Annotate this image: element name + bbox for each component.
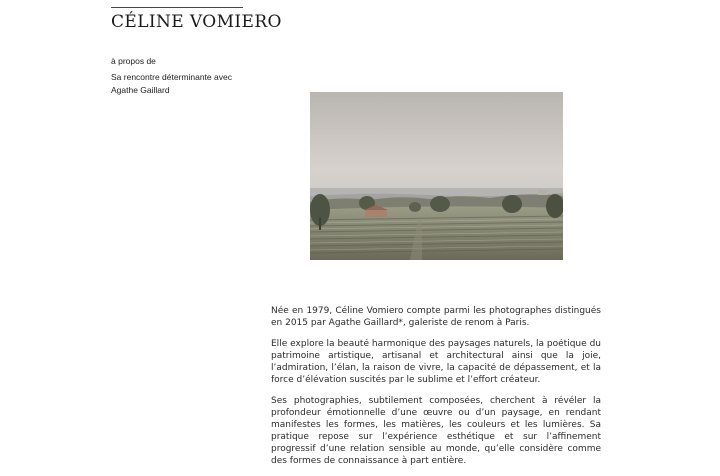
- sidebar-nav: [111, 55, 251, 97]
- site-title[interactable]: CÉLINE VOMIERO: [111, 12, 282, 32]
- paragraph: Née en 1979, Céline Vomiero compte parmi les photographes distingués en 2015 par Agathe Gaillard*, galeriste de renom à Paris.: [271, 306, 601, 328]
- vineyard-photo: [310, 92, 563, 260]
- nav-link-meeting-agathe-gaillard[interactable]: Sa rencontre déterminante avec Agathe Gaillard: [111, 72, 232, 95]
- top-rule: [111, 7, 243, 8]
- nav-link-about[interactable]: à propos de: [111, 56, 156, 66]
- paragraph: Ses photographies, subtilement composées, cherchent à révéler la profondeur émotionnelle d’une œuvre ou d’un paysage, en rendant manifestes les formes, les matières, les couleurs et les lumières. Sa pratique repose sur l’expérience esthétique et sur l’affinement progressif d’une relation sensible au monde, qu’elle considère comme des formes de connaissance à part entière.: [271, 396, 601, 466]
- paragraph: Elle explore la beauté harmonique des paysages naturels, la poétique du patrimoine artistique, artisanal et architectural ainsi que la joie, l’admiration, l’élan, la raison de vivre, la capacité de dépassement, et la force d’élévation suscités par le sublime et l’effort créateur.: [271, 339, 601, 385]
- biography-text: [271, 305, 601, 476]
